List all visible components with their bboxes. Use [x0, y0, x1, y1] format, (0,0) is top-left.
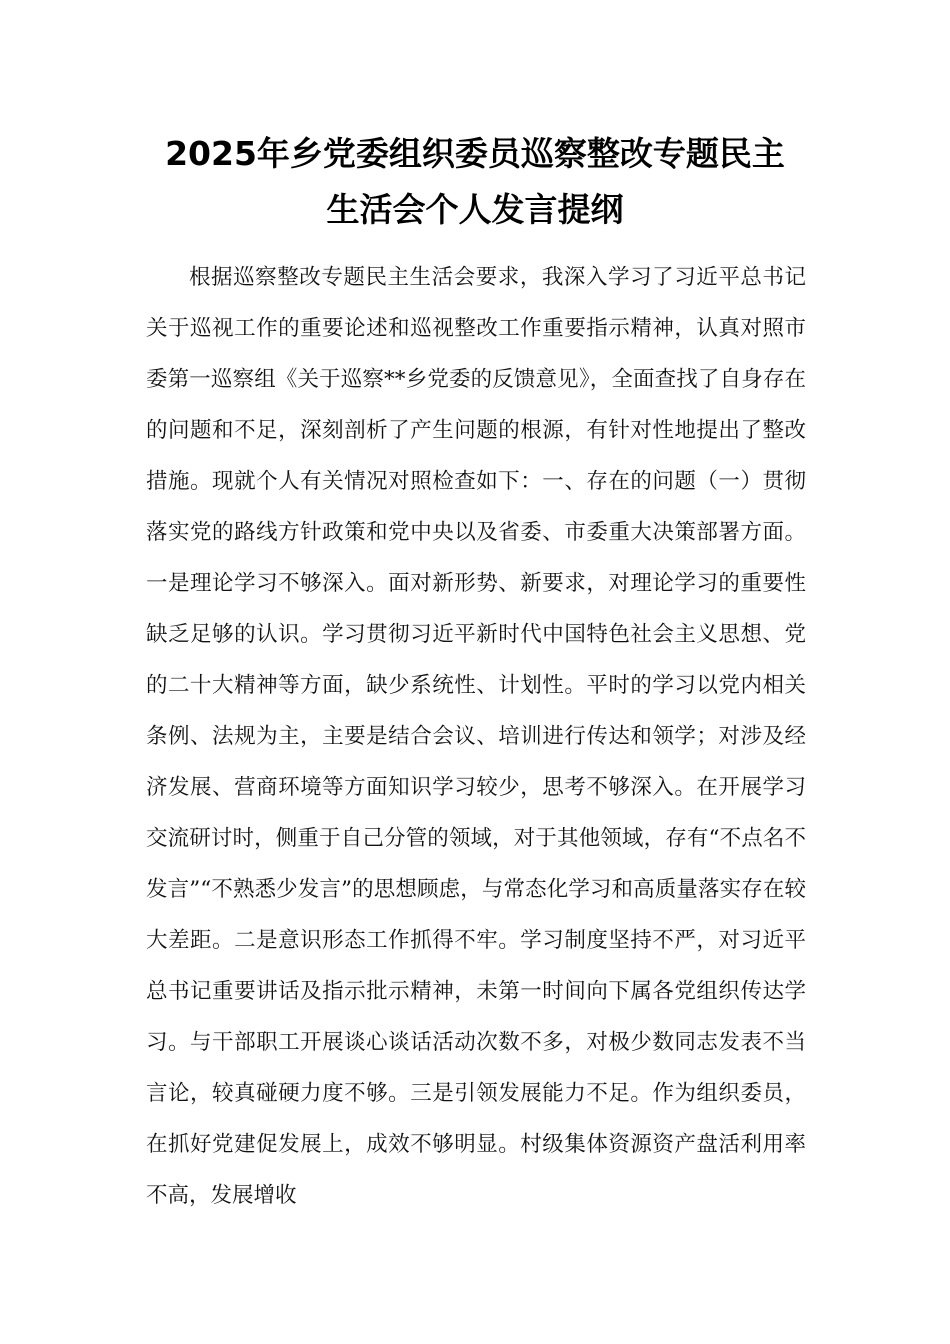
body-paragraph: 根据巡察整改专题民主生活会要求，我深入学习了习近平总书记关于巡视工作的重要论述和巡视整改工作重要指示精神，认真对照市委第一巡察组《关于巡察**乡党委的反馈意见》，全面查找了自身存在的问题和不足，深刻剖析了产生问题的根源，有针对性地提出了整改措施。现就个人有关情况对照检查如下：一、存在的问题（一）贯彻落实党的路线方针政策和党中央以及省委、市委重大决策部署方面。一是理论学习不够深入。面对新形势、新要求，对理论学习的重要性缺乏足够的认识。学习贯彻习近平新时代中国特色社会主义思想、党的二十大精神等方面，缺少系统性、计划性。平时的学习以党内相关条例、法规为主，主要是结合会议、培训进行传达和领学；对涉及经济发展、营商环境等方面知识学习较少，思考不够深入。在开展学习交流研讨时，侧重于自己分管的领域，对于其他领域，存有“不点名不发言”“不熟悉少发言”的思想顾虑，与常态化学习和高质量落实存在较大差距。二是意识形态工作抓得不牢。学习制度坚持不严，对习近平总书记重要讲话及指示批示精神，未第一时间向下属各党组织传达学习。与干部职工开展谈心谈话活动次数不多，对极少数同志发表不当言论，较真碰硬力度不够。三是引领发展能力不足。作为组织委员，在抓好党建促发展上，成效不够明显。村级集体资源资产盘活利用率不高，发展增收 — [146, 265, 806, 1208]
page-title — [140, 126, 810, 238]
title-line-1: 2025年乡党委组织委员巡察整改专题民主 — [165, 134, 785, 173]
title-line-2: 生活会个人发言提纲 — [326, 190, 624, 229]
